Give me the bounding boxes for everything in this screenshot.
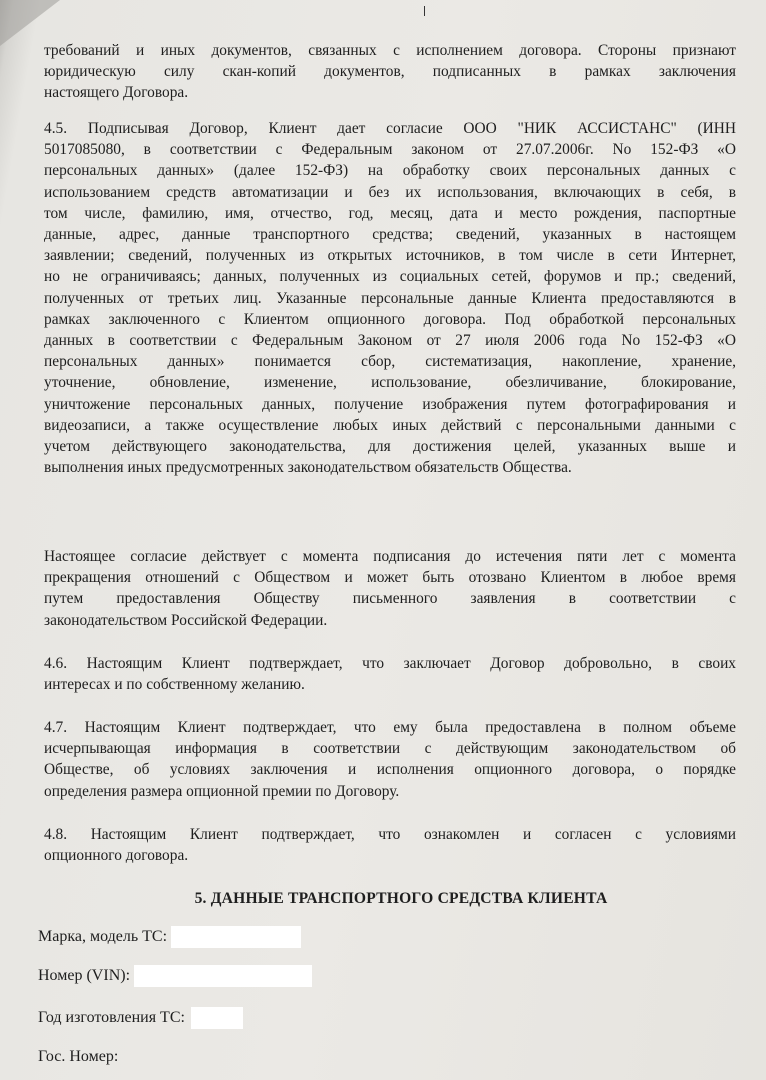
text-line: определения размера опционной премии по Договору. [44, 782, 400, 800]
text-line: 4.6. Настоящим Клиент подтверждает, что заключает Договор добровольно, в своих [44, 655, 736, 672]
text-line: интересах и по собственному желанию. [44, 676, 305, 694]
text-line: полученных от третьих лиц. Указанные персональные данные Клиента предоставляются в [44, 289, 736, 307]
text-line: настоящего Договора. [44, 84, 189, 102]
text-line: данных в соответствии с Федеральным Законом от 27 июля 2006 года No 152-ФЗ «О [44, 332, 736, 350]
text-line: персональных данных» (далее 152-ФЗ) на обработку своих персональных данных с [44, 162, 736, 180]
field-label-plate: Гос. Номер: [38, 1048, 119, 1065]
text-line: 4.7. Настоящим Клиент подтверждает, что ему была предоставлена в полном объеме [44, 719, 736, 736]
field-row-year [38, 1007, 243, 1029]
text-line: уничтожение персональных данных, получение изображения путем фотографирования и [44, 395, 736, 413]
text-line: использованием средств автоматизации и без их использования, включающих в себя, в [44, 183, 736, 201]
text-line: путем предоставления Обществу письменного заявления в соответствии с [44, 590, 736, 608]
text-line: видеозаписи, а также осуществление любых иных действий с персональными данными с [44, 416, 736, 434]
field-label-year: Год изготовления ТС: [38, 1009, 185, 1027]
text-line: данные, адрес, данные транспортного средства; сведений, указанных в настоящем [44, 226, 736, 244]
text-line: Настоящее согласие действует с момента подписания до истечения пяти лет с момента [44, 548, 736, 565]
text-line: прекращения отношений с Обществом и может быть отозвано Клиентом в любое время [44, 569, 736, 587]
field-row-vin [38, 965, 312, 987]
paragraph-4-8 [44, 824, 736, 866]
text-line: юридическую силу скан-копий документов, подписанных в рамках заключения [44, 63, 736, 81]
text-line: но не ограничиваясь; данных, полученных из социальных сетей, форумов и пр.; сведений, [44, 268, 736, 286]
text-line: уточнение, обновление, изменение, использование, обезличивание, блокирование, [44, 374, 736, 392]
text-line: 5017085080, в соответствии с Федеральным законом от 27.07.2006г. No 152-ФЗ «О [44, 141, 736, 159]
text-line: учетом действующего законодательства, для достижения целей, указанных выше и [44, 438, 736, 456]
paragraph-4-5 [44, 118, 736, 478]
text-line: 4.5. Подписывая Договор, Клиент дает согласие ООО "НИК АССИСТАНС" (ИНН [44, 120, 736, 137]
text-line: персональных данных» понимается сбор, систематизация, накопление, хранение, [44, 353, 736, 371]
field-label-brand-model: Марка, модель ТС: [38, 928, 168, 946]
paragraph-4-7 [44, 717, 736, 802]
text-line: законодательством Российской Федерации. [44, 611, 328, 629]
text-line: заявлении; сведений, полученных из открытых источников, в том числе в сети Интернет, [44, 247, 736, 265]
paragraph-consent-duration [44, 546, 736, 631]
text-line: выполнения иных предусмотренных законодательством обязательств Общества. [44, 459, 572, 477]
text-line: опционного договора. [44, 847, 189, 865]
redacted-value-year [191, 1007, 243, 1029]
paragraph-4-6 [44, 653, 736, 695]
redacted-value-vin [134, 965, 312, 987]
field-label-vin: Номер (VIN): [38, 967, 131, 985]
text-line: исчерпывающая информация в соответствии с действующим законодательством об [44, 740, 736, 758]
field-row-brand-model [38, 926, 301, 948]
text-line: требований и иных документов, связанных с исполнением договора. Стороны признают [44, 42, 736, 59]
pen-tick-mark [424, 6, 425, 16]
text-line: Обществе, об условиях заключения и исполнения опционного договора, о порядке [44, 761, 736, 779]
field-row-plate [38, 1046, 118, 1067]
redacted-value-brand-model [171, 926, 301, 948]
text-line: рамках заключенного с Клиентом опционного договора. Под обработкой персональных [44, 310, 736, 328]
section-5-title: 5. ДАННЫЕ ТРАНСПОРТНОГО СРЕДСТВА КЛИЕНТА [194, 890, 608, 907]
text-line: 4.8. Настоящим Клиент подтверждает, что ознакомлен и согласен с условиями [44, 826, 736, 843]
text-line: том числе, фамилию, имя, отчество, год, месяц, дата и место рождения, паспортные [44, 204, 736, 222]
paragraph-continuation [44, 40, 736, 104]
